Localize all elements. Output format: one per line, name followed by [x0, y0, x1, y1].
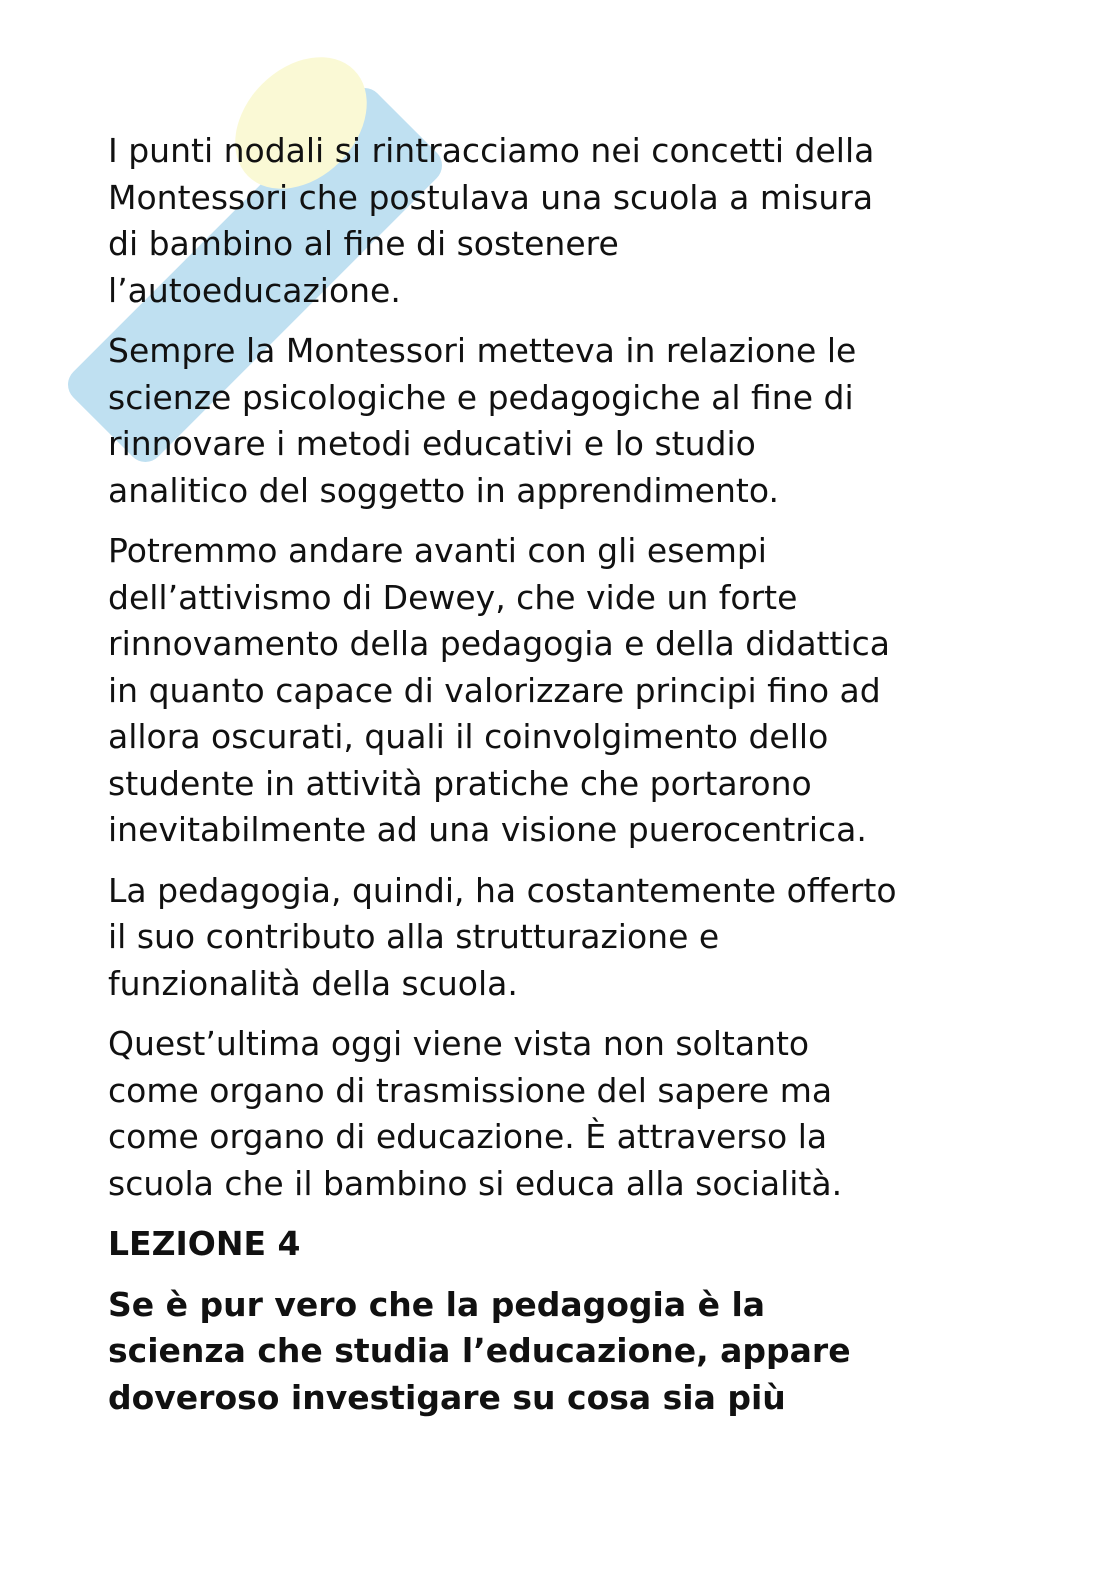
- paragraph-montessori-sciences: Sempre la Montessori metteva in relazione le scienze psicologiche e pedagogiche al fine di rinnovare i metodi educativi e lo studio analitico del soggetto in apprendimento.: [108, 331, 857, 510]
- paragraph-dewey-activism: Potremmo andare avanti con gli esempi dell’attivismo di Dewey, che vide un forte rinnovamento della pedagogia e della didattica in quanto capace di valorizzare principi fino ad allora oscurati, quali il coinvolgimento dello studente in attività pratiche che portarono inevitabilmente ad una visione puerocentrica.: [108, 531, 890, 849]
- document-page: [108, 128, 1008, 1435]
- paragraph-pedagogy-contribution: La pedagogia, quindi, ha costantemente offerto il suo contributo alla strutturazione e funzionalità della scuola.: [108, 870, 897, 1003]
- paragraph-school-as-education: Quest’ultima oggi viene vista non soltanto come organo di trasmissione del sapere ma come organo di educazione. È attraverso la scuola che il bambino si educa alla socialità.: [108, 1024, 843, 1203]
- lesson-heading: LEZIONE 4: [108, 1224, 301, 1263]
- lesson-bold-intro: Se è pur vero che la pedagogia è la scienza che studia l’educazione, appare doveroso investigare su cosa sia più: [108, 1284, 851, 1417]
- paragraph-montessori-nodal-points: I punti nodali si rintracciamo nei concetti della Montessori che postulava una scuola a misura di bambino al fine di sostenere l’autoeducazione.: [108, 131, 875, 310]
